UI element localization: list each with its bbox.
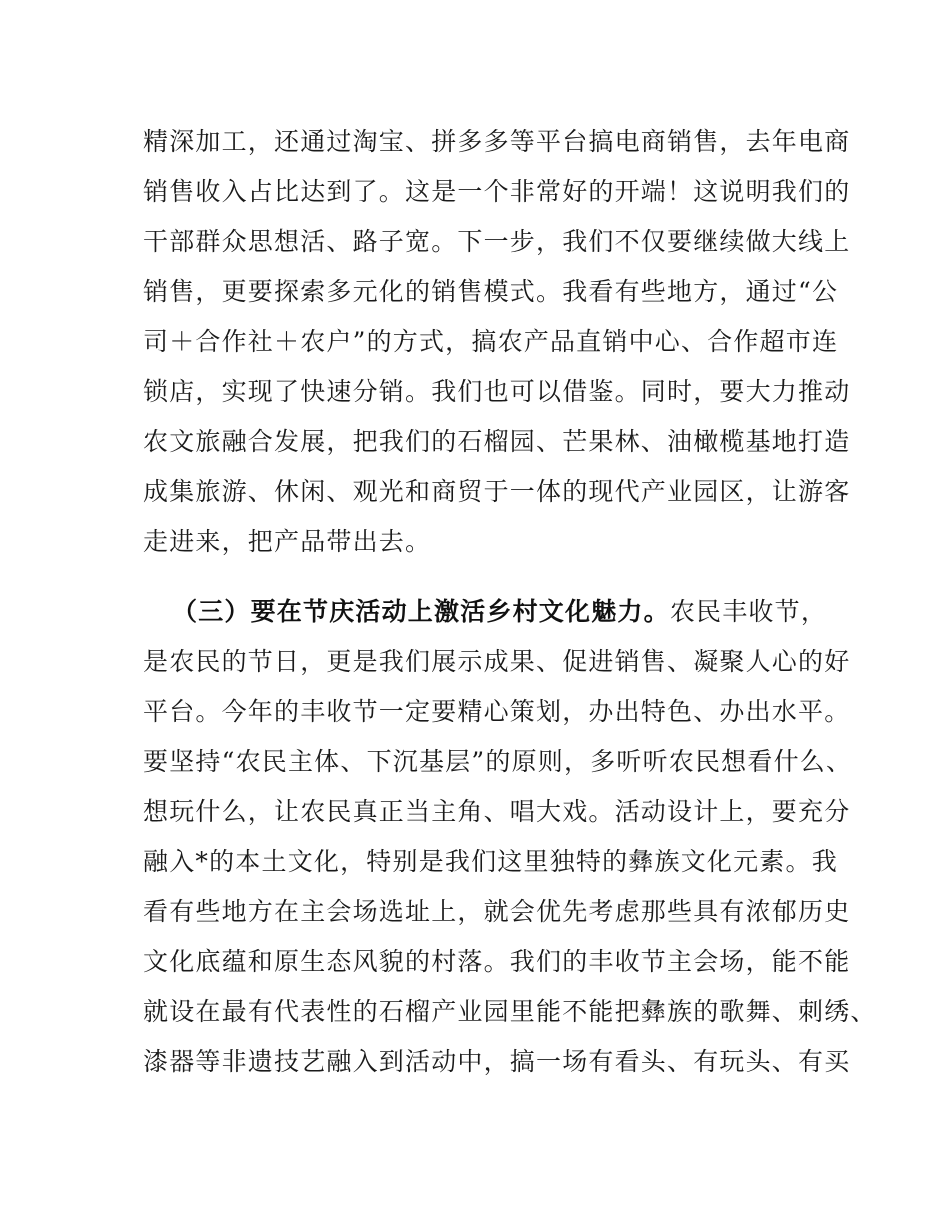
body-text-line: 文化底蕴和原生态风貌的村落。我们的丰收节主会场，能不能: [143, 947, 851, 976]
body-text-line: 漆器等非遗技艺融入到活动中，搞一场有看头、有玩头、有买: [143, 1047, 851, 1076]
body-text-line: 干部群众思想活、路子宽。下一步，我们不仅要继续做大线上: [143, 227, 851, 256]
body-text-line: 融入*的本土文化，特别是我们这里独特的彝族文化元素。我: [143, 847, 838, 876]
body-text-line: 就设在最有代表性的石榴产业园里能不能把彝族的歌舞、刺绣、: [143, 997, 877, 1026]
body-text: 农民丰收节，: [669, 597, 828, 626]
body-text-line: 销售收入占比达到了。这是一个非常好的开端！这说明我们的: [143, 177, 851, 206]
section-heading: （三）要在节庆活动上激活乡村文化魅力。: [172, 597, 670, 626]
body-text-line: 农文旅融合发展，把我们的石榴园、芒果林、油橄榄基地打造: [143, 427, 851, 456]
body-text-line: 成集旅游、休闲、观光和商贸于一体的现代产业园区，让游客: [143, 477, 851, 506]
body-text-line: 锁店，实现了快速分销。我们也可以借鉴。同时，要大力推动: [143, 377, 851, 406]
body-text-line: 平台。今年的丰收节一定要精心策划，办出特色、办出水平。: [143, 697, 851, 726]
body-text-line: 精深加工，还通过淘宝、拼多多等平台搞电商销售，去年电商: [143, 127, 851, 156]
body-text-line: 看有些地方在主会场选址上，就会优先考虑那些具有浓郁历史: [143, 897, 851, 926]
body-text-line: 是农民的节日，更是我们展示成果、促进销售、凝聚人心的好: [143, 647, 851, 676]
body-text-line: 司＋合作社＋农户”的方式，搞农产品直销中心、合作超市连: [143, 327, 839, 356]
body-text-line: 想玩什么，让农民真正当主角、唱大戏。活动设计上，要充分: [143, 797, 851, 826]
body-text-line: 走进来，把产品带出去。: [143, 527, 432, 556]
body-text-line: 销售，更要探索多元化的销售模式。我看有些地方，通过“公: [143, 277, 839, 306]
body-text-line: 要坚持“农民主体、下沉基层”的原则，多听听农民想看什么、: [143, 747, 853, 776]
section-heading-line: [172, 592, 827, 632]
